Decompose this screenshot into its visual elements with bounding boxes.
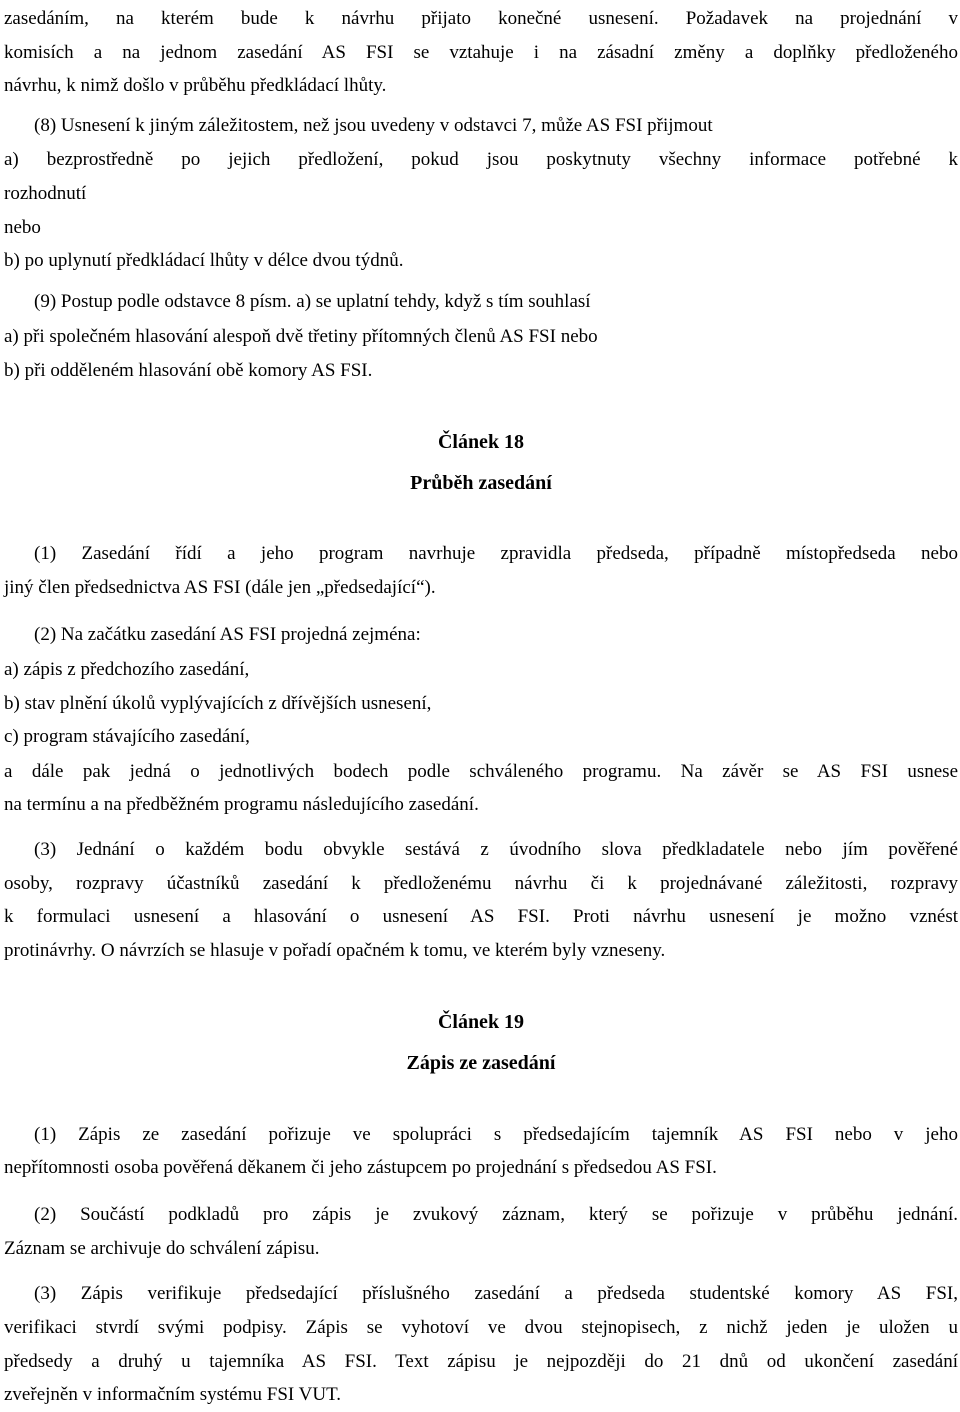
- paragraph-2: (2) Na začátku zasedání AS FSI projedná zejména:: [34, 624, 421, 645]
- list-item: c) program stávajícího zasedání,: [4, 726, 250, 747]
- text-line: Záznam se archivuje do schválení zápisu.: [4, 1238, 320, 1259]
- paragraph-3: (3) Jednání o každém bodu obvykle sestává z úvodního slova předkladatele nebo jím pověřené: [34, 839, 958, 860]
- text-line: b) po uplynutí předkládací lhůty v délce dvou týdnů.: [4, 250, 404, 271]
- paragraph-1: (1) Zasedání řídí a jeho program navrhuje zpravidla předseda, případně místopředseda nebo: [34, 543, 958, 564]
- paragraph-3: (3) Zápis verifikuje předsedající příslušného zasedání a předseda studentské komory AS FSI,: [34, 1283, 958, 1304]
- text-line: a) bezprostředně po jejich předložení, pokud jsou poskytnuty všechny informace potřebné k: [4, 149, 958, 170]
- text-line: zveřejněn v informačním systému FSI VUT.: [4, 1384, 342, 1405]
- text-line: k formulaci usnesení a hlasování o usnesení AS FSI. Proti návrhu usnesení je možno vznést: [4, 906, 958, 927]
- text-line: osoby, rozpravy účastníků zasedání k předloženému návrhu či k projednávané záležitosti, rozpravy: [4, 873, 958, 894]
- text-line: rozhodnutí: [4, 183, 87, 204]
- text-line: a) při společném hlasování alespoň dvě třetiny přítomných členů AS FSI nebo: [4, 326, 598, 347]
- text-line: nepřítomnosti osoba pověřená děkanem či jeho zástupcem po projednání s předsedou AS FSI.: [4, 1157, 717, 1178]
- paragraph-2: (2) Součástí podkladů pro zápis je zvukový záznam, který se pořizuje v průběhu jednání.: [34, 1204, 958, 1225]
- text-line: verifikaci stvrdí svými podpisy. Zápis se vyhotoví ve dvou stejnopisech, z nichž jeden je uložen u: [4, 1317, 958, 1338]
- paragraph-1: (1) Zápis ze zasedání pořizuje ve spolupráci s předsedajícím tajemník AS FSI nebo v jeho: [34, 1124, 958, 1145]
- article-18-title: Průběh zasedání: [410, 472, 552, 494]
- article-19-title: Zápis ze zasedání: [406, 1052, 556, 1074]
- text-line: návrhu, k nimž došlo v průběhu předkládací lhůty.: [4, 75, 387, 96]
- article-19-number: Článek 19: [437, 1011, 525, 1033]
- paragraph-9: (9) Postup podle odstavce 8 písm. a) se uplatní tehdy, když s tím souhlasí: [34, 291, 591, 312]
- text-line: komisích a na jednom zasedání AS FSI se vztahuje i na zásadní změny a doplňky předloženého: [4, 42, 958, 63]
- text-line: b) při odděleném hlasování obě komory AS FSI.: [4, 360, 373, 381]
- list-item: b) stav plnění úkolů vyplývajících z dřívějších usnesení,: [4, 693, 432, 714]
- text-line: zasedáním, na kterém bude k návrhu přijato konečné usnesení. Požadavek na projednání v: [4, 8, 958, 29]
- text-line: na termínu a na předběžném programu následujícího zasedání.: [4, 794, 479, 815]
- text-line: protinávrhy. O návrzích se hlasuje v pořadí opačném k tomu, ve kterém byly vzneseny.: [4, 940, 666, 961]
- paragraph-8: (8) Usnesení k jiným záležitostem, než jsou uvedeny v odstavci 7, může AS FSI přijmout: [34, 115, 713, 136]
- text-line: a dále pak jedná o jednotlivých bodech podle schváleného programu. Na závěr se AS FSI usnese: [4, 761, 958, 782]
- text-line: předsedy a druhý u tajemníka AS FSI. Text zápisu je nejpozději do 21 dnů od ukončení zasedání: [4, 1351, 958, 1372]
- article-18-number: Článek 18: [437, 431, 525, 453]
- list-item: a) zápis z předchozího zasedání,: [4, 659, 250, 680]
- text-line: nebo: [4, 217, 41, 238]
- text-line: jiný člen předsednictva AS FSI (dále jen „předsedající“).: [4, 577, 436, 598]
